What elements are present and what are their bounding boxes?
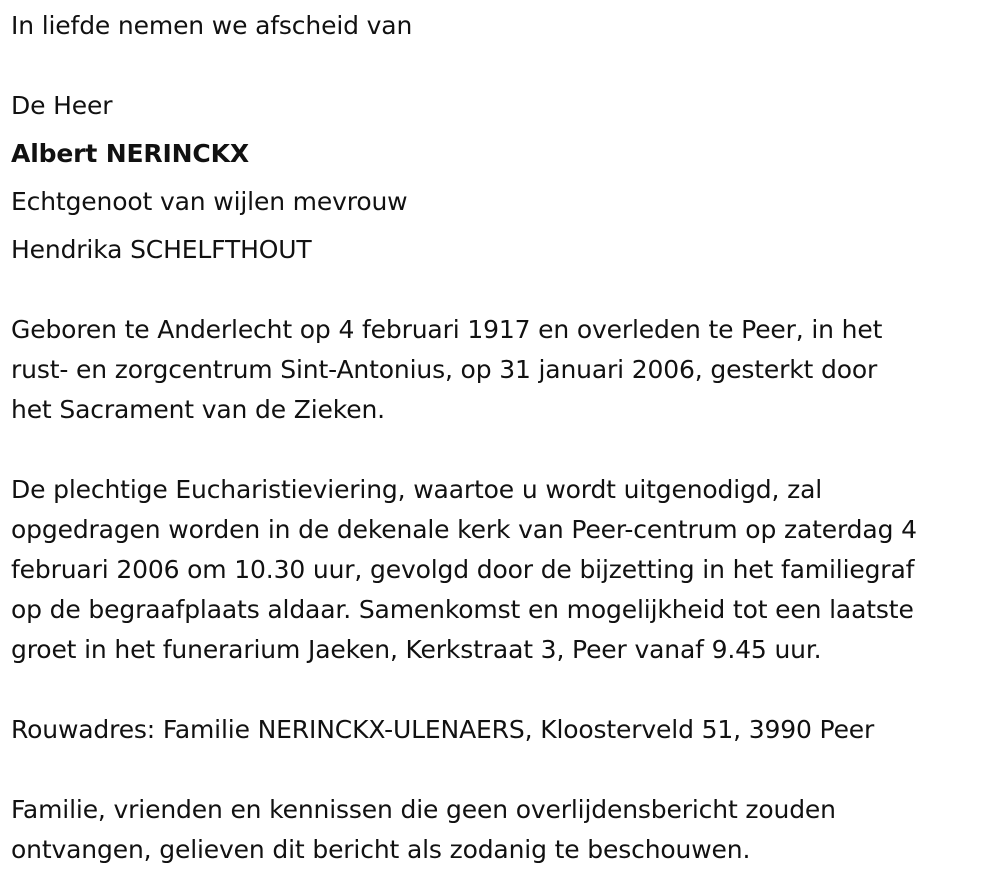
birth-death-paragraph xyxy=(11,310,882,430)
deceased-name: Albert NERINCKX xyxy=(11,139,249,168)
mourning-address: Rouwadres: Familie NERINCKX-ULENAERS, Kloosterveld 51, 3990 Peer xyxy=(11,715,875,744)
paragraph-line: De plechtige Eucharistieviering, waartoe u wordt uitgenodigd, zal xyxy=(11,475,823,504)
ceremony-paragraph xyxy=(11,470,917,670)
paragraph-line: groet in het funerarium Jaeken, Kerkstraat 3, Peer vanaf 9.45 uur. xyxy=(11,635,822,664)
paragraph-line: het Sacrament van de Zieken. xyxy=(11,395,385,424)
paragraph-line: ontvangen, gelieven dit bericht als zodanig te beschouwen. xyxy=(11,835,751,864)
closing-paragraph xyxy=(11,790,836,870)
spouse-name: Hendrika SCHELFTHOUT xyxy=(11,235,312,264)
intro-text: In liefde nemen we afscheid van xyxy=(11,11,413,40)
paragraph-line: rust- en zorgcentrum Sint-Antonius, op 31 januari 2006, gesterkt door xyxy=(11,355,878,384)
spouse-line: Echtgenoot van wijlen mevrouw xyxy=(11,187,408,216)
paragraph-line: opgedragen worden in de dekenale kerk van Peer-centrum op zaterdag 4 xyxy=(11,515,917,544)
honorific: De Heer xyxy=(11,91,113,120)
paragraph-line: op de begraafplaats aldaar. Samenkomst en mogelijkheid tot een laatste xyxy=(11,595,914,624)
paragraph-line: februari 2006 om 10.30 uur, gevolgd door de bijzetting in het familiegraf xyxy=(11,555,915,584)
paragraph-line: Familie, vrienden en kennissen die geen overlijdensbericht zouden xyxy=(11,795,836,824)
paragraph-line: Geboren te Anderlecht op 4 februari 1917 en overleden te Peer, in het xyxy=(11,315,883,344)
